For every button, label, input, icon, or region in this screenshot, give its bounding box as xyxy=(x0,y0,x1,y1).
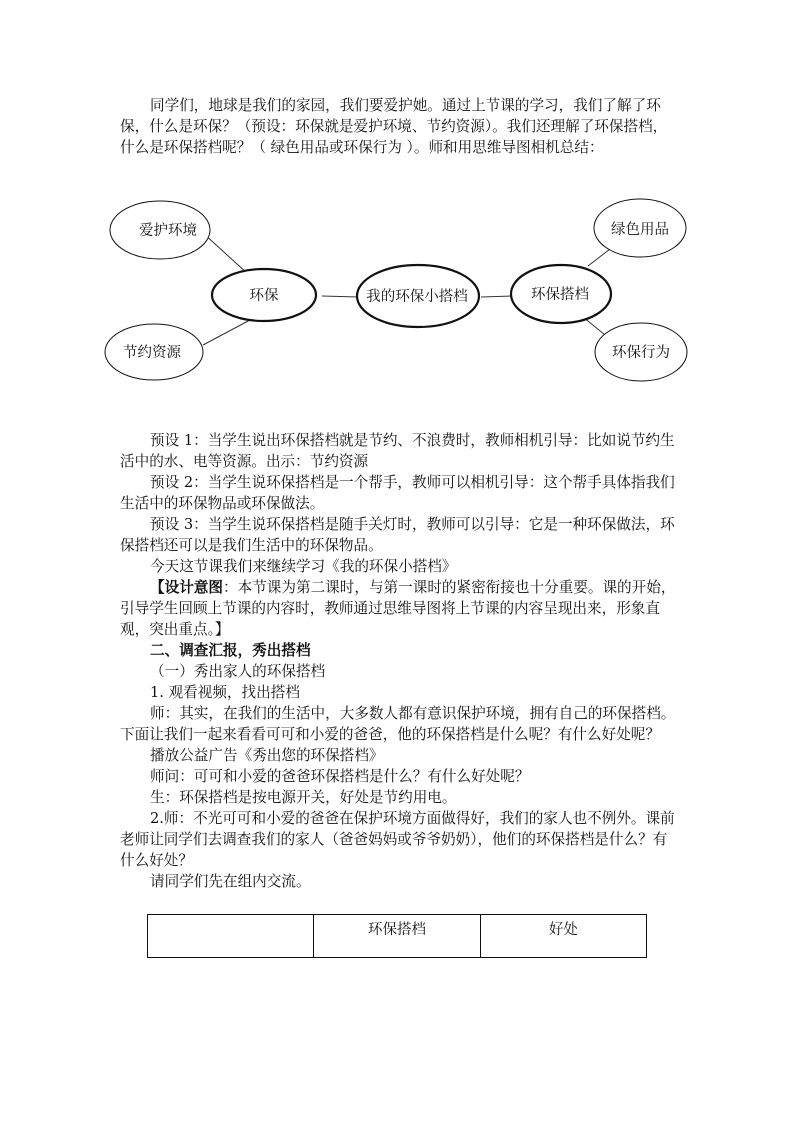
intro-text: 同学们，地球是我们的家园，我们要爱护她。通过上节课的学习，我们了解了环保，什么是环保？（预设：环保就是爱护环境、节约资源）。我们还理解了环保搭档，什么是环保搭档呢？（ 绿色用品或环保行为 ）。师和用思维导图相机总结： xyxy=(120,97,668,156)
table-header-partner: 环保搭档 xyxy=(314,915,480,958)
student-answer: 生：环保搭档是按电源开关，好处是节约用电。 xyxy=(150,789,457,806)
label-left: 环保 xyxy=(249,288,279,304)
connector-left-bottom xyxy=(203,320,250,345)
discuss-line: 请同学们先在组内交流。 xyxy=(150,873,311,890)
survey-table xyxy=(147,914,647,958)
teacher-question: 师问：可可和小爱的爸爸环保搭档是什么？有什么好处呢？ xyxy=(150,768,530,785)
label-left-top: 爱护环境 xyxy=(139,223,197,239)
intro-paragraph xyxy=(120,95,676,158)
preset-2: 预设 2：当学生说环保搭档是一个帮手，教师可以相机引导：这个帮手具体指我们生活中的环保物品或环保做法。 xyxy=(120,474,675,512)
item-1: 1. 观看视频，找出搭档 xyxy=(150,684,300,701)
design-intent-text: 本节课为第二课时，与第一课时的紧密衔接也十分重要。课的开始，引导学生回顾上节课的内容时，教师通过思维导图将上节课的内容呈现出来，形象直观，突出重点。】 xyxy=(120,579,676,638)
preset-1: 预设 1：当学生说出环保搭档就是节约、不浪费时，教师相机引导：比如说节约生活中的水、电等资源。出示：节约资源 xyxy=(120,432,675,470)
label-right-top: 绿色用品 xyxy=(611,222,669,238)
label-right: 环保搭档 xyxy=(531,287,589,303)
body-paragraphs xyxy=(120,430,676,892)
connector-left-center xyxy=(322,296,358,297)
item-2: 2.师：不光可可和小爱的爸爸在保护环境方面做得好，我们的家人也不例外。课前老师让同学们去调查我们的家人（爸爸妈妈或爷爷奶奶），他们的环保搭档是什么？有什么好处？ xyxy=(120,810,675,869)
table-cell-blank xyxy=(148,915,314,958)
design-intent-label: 【设计意图 xyxy=(150,579,223,596)
table-header-benefit: 好处 xyxy=(480,915,646,958)
subsection-heading: （一）秀出家人的环保搭档 xyxy=(150,663,326,680)
mind-map-diagram xyxy=(100,190,700,395)
connector-center-right xyxy=(481,296,512,297)
design-intent-colon: ： xyxy=(222,579,238,596)
connector-left-top xyxy=(203,233,248,274)
section-heading: 二、调查汇报，秀出搭档 xyxy=(150,642,311,659)
label-center: 我的环保小搭档 xyxy=(366,289,468,305)
design-intent xyxy=(120,577,676,640)
table-row xyxy=(148,915,647,958)
connector-right-top xyxy=(588,249,610,266)
play-ad-line: 播放公益广告《秀出您的环保搭档》 xyxy=(150,747,384,764)
teacher-paragraph-1: 师：其实，在我们的生活中，大多数人都有意识保护环境，拥有自己的环保搭档。下面让我们一起来看看可可和小爱的爸爸，他的环保搭档是什么呢？有什么好处呢？ xyxy=(120,705,676,743)
preset-3: 预设 3：当学生说环保搭档是随手关灯时，教师可以引导：它是一种环保做法，环保搭档还可以是我们生活中的环保物品。 xyxy=(120,516,675,554)
label-right-bottom: 环保行为 xyxy=(612,345,670,361)
continue-line: 今天这节课我们来继续学习《我的环保小搭档》 xyxy=(150,558,457,575)
label-left-bottom: 节约资源 xyxy=(123,345,181,361)
